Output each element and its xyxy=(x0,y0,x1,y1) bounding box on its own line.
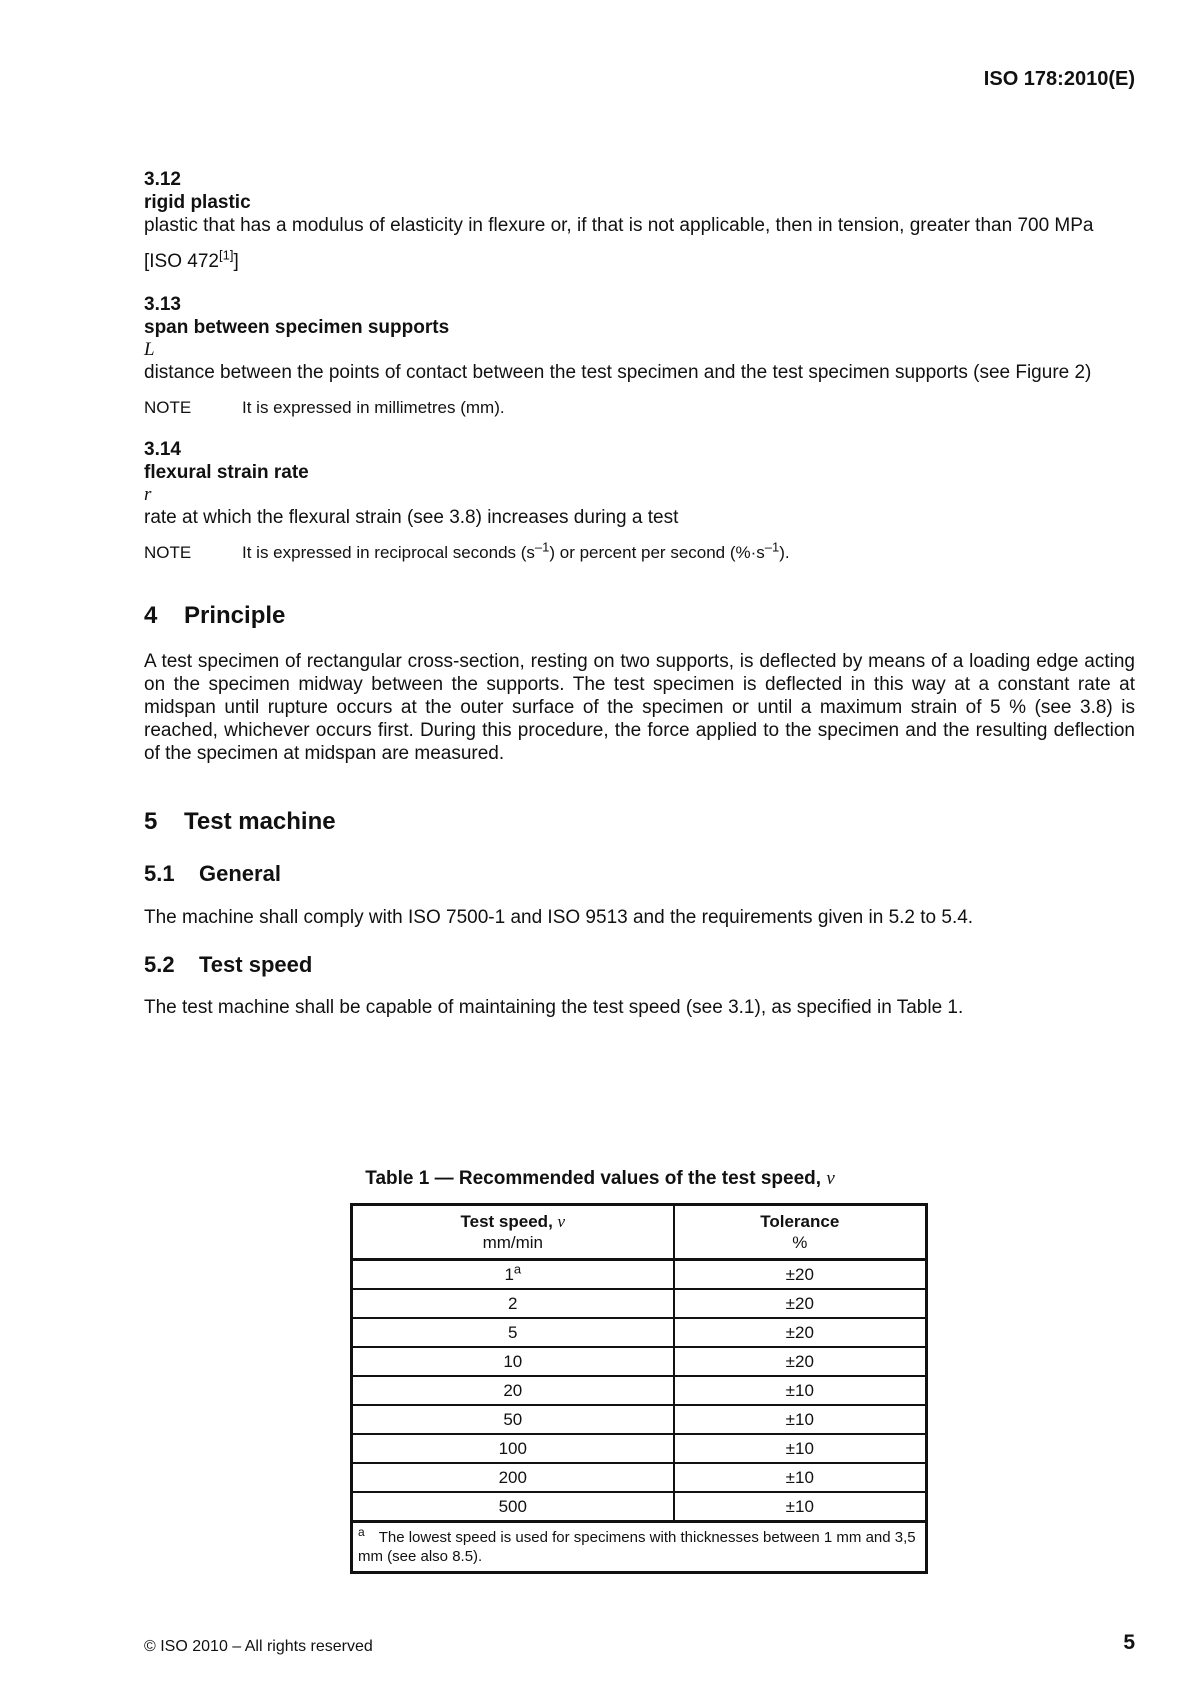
section-number: 5.2 xyxy=(144,952,175,977)
page-content xyxy=(144,168,1135,1019)
term-name: flexural strain rate xyxy=(144,462,309,483)
term-source xyxy=(144,247,1135,273)
table-row xyxy=(352,1376,927,1405)
speed-cell: 50 xyxy=(352,1405,674,1434)
section-5-1-text: The machine shall comply with ISO 7500-1 and ISO 9513 and the requirements given in 5.2 to 5.4. xyxy=(144,907,974,928)
term-definition: plastic that has a modulus of elasticity in flexure or, if that is not applicable, then in tension, greater than 700 MPa xyxy=(144,215,1094,236)
table-caption xyxy=(0,1168,1200,1190)
column-header-tolerance xyxy=(674,1205,927,1260)
source-text: [ISO 472 xyxy=(144,251,219,272)
speed-cell: 10 xyxy=(352,1347,674,1376)
note-superscript: –1 xyxy=(764,539,780,555)
section-title: Principle xyxy=(184,602,286,629)
speed-cell: 500 xyxy=(352,1492,674,1522)
table-row xyxy=(352,1289,927,1318)
test-speed-table xyxy=(350,1203,928,1574)
section-4-text: A test specimen of rectangular cross-section, resting on two supports, is deflected by means of a loading edge acting on the specimen midway between the supports. The test specimen is deflected in this way at a constant rate at midspan until rupture occurs at the outer surface of the specimen or until a maximum strain of 5 % (see 3.8) is reached, whichever occurs first. During this procedure, the force applied to the specimen and the resulting deflection of the specimen at midspan are measured. xyxy=(144,651,1135,764)
column-header-test-speed xyxy=(352,1205,674,1260)
speed-cell: 100 xyxy=(352,1434,674,1463)
section-number: 5 xyxy=(144,808,158,835)
note-text: It is expressed in millimetres (mm). xyxy=(242,398,505,417)
section-heading-5-1 xyxy=(144,861,1135,887)
term-definition: rate at which the flexural strain (see 3.8) increases during a test xyxy=(144,507,679,528)
table-row xyxy=(352,1463,927,1492)
section-title: General xyxy=(199,861,281,886)
term-note xyxy=(144,539,1135,564)
term-number: 3.14 xyxy=(144,439,181,460)
table-row xyxy=(352,1492,927,1522)
table-row xyxy=(352,1347,927,1376)
table-footnote xyxy=(352,1522,927,1573)
term-symbol: r xyxy=(144,484,152,505)
table-row xyxy=(352,1318,927,1347)
term-note xyxy=(144,397,1135,419)
table-header-row xyxy=(352,1205,927,1260)
table-row xyxy=(352,1434,927,1463)
section-heading-5-2 xyxy=(144,952,1135,978)
section-number: 4 xyxy=(144,602,158,629)
footnote-mark: a xyxy=(358,1525,365,1539)
note-label: NOTE xyxy=(144,398,192,417)
term-name: span between specimen supports xyxy=(144,317,450,338)
tolerance-cell: ±20 xyxy=(674,1347,927,1376)
section-heading-4 xyxy=(144,602,1135,630)
term-symbol: L xyxy=(144,339,155,360)
term-3-12 xyxy=(144,168,1135,273)
table-row xyxy=(352,1405,927,1434)
note-superscript: –1 xyxy=(534,539,550,555)
speed-cell: 200 xyxy=(352,1463,674,1492)
footnote-reference[interactable]: a xyxy=(513,1260,522,1276)
term-name: rigid plastic xyxy=(144,192,251,213)
tolerance-cell: ±10 xyxy=(674,1463,927,1492)
tolerance-cell: ±10 xyxy=(674,1376,927,1405)
speed-cell: 20 xyxy=(352,1376,674,1405)
tolerance-cell: ±10 xyxy=(674,1405,927,1434)
speed-cell: 5 xyxy=(352,1318,674,1347)
section-number: 5.1 xyxy=(144,861,175,886)
tolerance-cell: ±20 xyxy=(674,1260,927,1290)
column-unit: mm/min xyxy=(482,1233,544,1252)
section-title: Test machine xyxy=(184,808,336,835)
caption-text: Table 1 — Recommended values of the test speed, xyxy=(365,1168,827,1189)
column-symbol: v xyxy=(557,1212,566,1231)
footnote-text: The lowest speed is used for specimens with thicknesses between 1 mm and 3,5 mm (see also 8.5). xyxy=(358,1529,916,1565)
note-part: It is expressed in reciprocal seconds (s xyxy=(242,543,535,562)
speed-value: 1 xyxy=(504,1264,514,1284)
note-part: ) or percent per second (%·s xyxy=(549,543,765,562)
column-unit: % xyxy=(792,1233,808,1252)
column-title: Tolerance xyxy=(760,1212,840,1231)
caption-symbol: v xyxy=(826,1168,835,1189)
table-row xyxy=(352,1260,927,1290)
table-footnote-row xyxy=(352,1522,927,1573)
section-5-2-text: The test machine shall be capable of maintaining the test speed (see 3.1), as specified in Table 1. xyxy=(144,997,964,1018)
reference-link[interactable]: [1] xyxy=(219,247,234,263)
term-number: 3.13 xyxy=(144,294,181,315)
tolerance-cell: ±10 xyxy=(674,1492,927,1522)
term-3-13 xyxy=(144,293,1135,419)
section-heading-5 xyxy=(144,808,1135,836)
speed-cell: 2 xyxy=(352,1289,674,1318)
tolerance-cell: ±20 xyxy=(674,1289,927,1318)
source-close: ] xyxy=(233,251,239,272)
tolerance-cell: ±20 xyxy=(674,1318,927,1347)
speed-cell xyxy=(352,1260,674,1290)
copyright-notice: © ISO 2010 – All rights reserved xyxy=(144,1638,373,1655)
note-text xyxy=(242,539,790,564)
note-label: NOTE xyxy=(144,543,192,562)
tolerance-cell: ±10 xyxy=(674,1434,927,1463)
section-title: Test speed xyxy=(199,952,313,977)
term-definition: distance between the points of contact between the test specimen and the test specimen supports (see Figure 2) xyxy=(144,362,1092,383)
term-3-14 xyxy=(144,438,1135,564)
term-number: 3.12 xyxy=(144,169,181,190)
column-title: Test speed, xyxy=(460,1212,558,1231)
document-code: ISO 178:2010(E) xyxy=(983,68,1135,90)
note-part: ). xyxy=(779,543,790,562)
page-number: 5 xyxy=(1123,1631,1135,1654)
